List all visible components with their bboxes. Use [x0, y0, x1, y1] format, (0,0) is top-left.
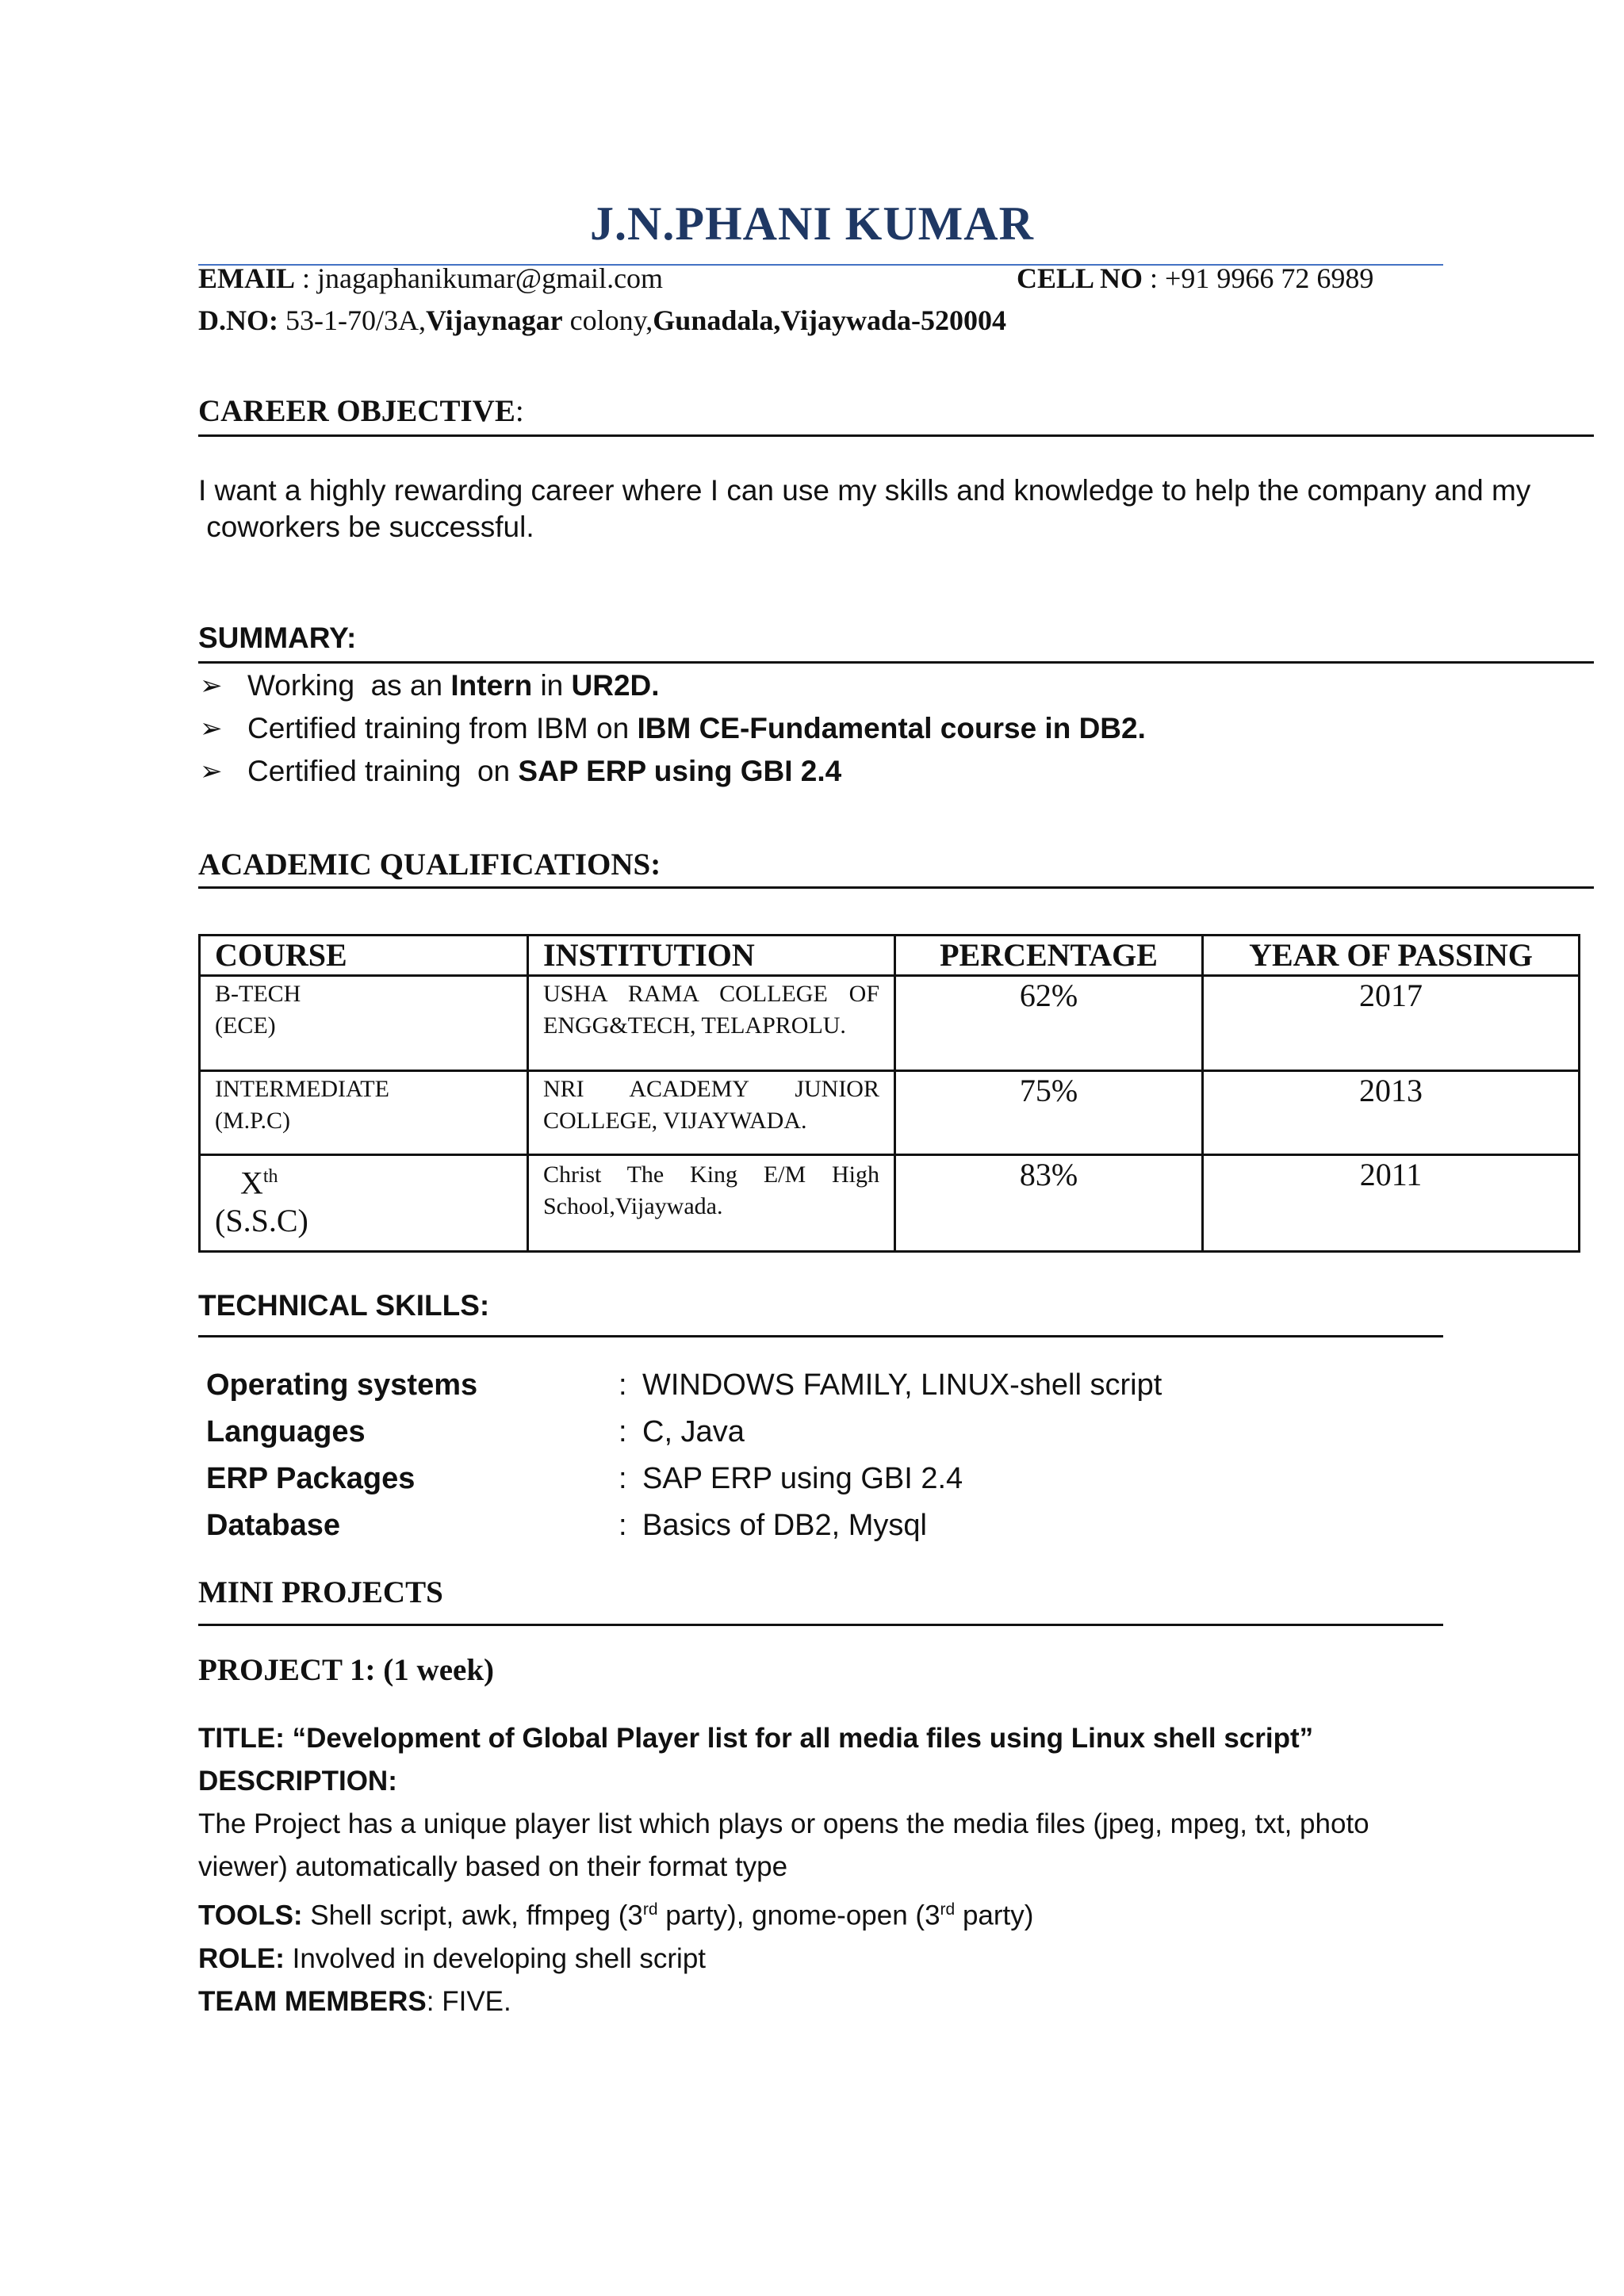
course-name: INTERMEDIATE	[215, 1076, 389, 1102]
arrowhead-bullet-icon: ➢	[200, 756, 223, 786]
summary-item	[200, 707, 1146, 750]
team-line	[198, 1980, 1610, 2023]
summary-item-bold: SAP ERP using GBI 2.4	[518, 755, 842, 787]
title-value: “Development of Global Player list for all media files using Linux shell script”	[284, 1723, 1314, 1754]
skill-label: Database	[206, 1509, 340, 1542]
table-row	[200, 1071, 1580, 1155]
institution-cell: Christ The King E/M High School,Vijaywada.	[528, 1155, 895, 1252]
project-details	[198, 1717, 1610, 2023]
role-label: ROLE:	[198, 1942, 285, 1974]
role-value: Involved in developing shell script	[284, 1942, 707, 1974]
summary-item-text: in	[532, 669, 572, 702]
course-superscript: th	[262, 1166, 278, 1187]
summary-item-text: Working as an	[247, 669, 451, 702]
candidate-name: J.N.PHANI KUMAR	[590, 197, 1034, 250]
address-colony: colony,	[562, 304, 653, 336]
column-header: PERCENTAGE	[895, 936, 1203, 976]
course-branch: (M.P.C)	[215, 1108, 291, 1134]
title-label: TITLE:	[198, 1723, 285, 1754]
career-objective-text	[198, 473, 1594, 545]
skill-value: C, Java	[642, 1415, 745, 1448]
academic-divider	[198, 886, 1594, 889]
summary-item-text: Certified training from IBM on	[247, 712, 638, 744]
course-name: X	[240, 1165, 263, 1201]
skill-colon: :	[619, 1415, 627, 1448]
column-header: INSTITUTION	[528, 936, 895, 976]
course-cell	[200, 1071, 528, 1155]
institution-cell: NRI ACADEMY JUNIOR COLLEGE, VIJAYWADA.	[528, 1071, 895, 1155]
technical-divider	[198, 1335, 1443, 1337]
tools-line	[198, 1888, 1610, 1938]
career-text-line2: coworkers be successful.	[198, 511, 534, 543]
description-line1: The Project has a unique player list which plays or opens the media files (jpeg, mpeg, txt, photo	[198, 1808, 1369, 1839]
tools-text: party), gnome-open (3	[657, 1900, 940, 1931]
career-text-line1: I want a highly rewarding career where I can use my skills and knowledge to help the company and my	[198, 474, 1531, 507]
skill-value: Basics of DB2, Mysql	[642, 1509, 927, 1542]
address-number: 53-1-70/3A,	[278, 304, 426, 336]
team-value: : FIVE.	[426, 1985, 511, 2017]
summary-item-bold: IBM CE-Fundamental course in DB2.	[637, 712, 1146, 744]
cell-label: CELL NO	[1017, 262, 1143, 294]
description-line2: viewer) automatically based on their format type	[198, 1851, 788, 1882]
address-label: D.NO:	[198, 304, 278, 336]
career-heading-text: CAREER OBJECTIVE	[198, 394, 515, 428]
summary-heading: SUMMARY:	[198, 622, 357, 654]
arrowhead-bullet-icon: ➢	[200, 671, 223, 701]
role-line	[198, 1938, 1610, 1980]
tools-label: TOOLS:	[198, 1900, 303, 1931]
summary-item-bold: Intern	[450, 669, 533, 702]
column-header: YEAR OF PASSING	[1203, 936, 1580, 976]
tools-superscript: rd	[642, 1900, 658, 1919]
course-cell	[200, 976, 528, 1071]
course-branch: (ECE)	[215, 1012, 276, 1039]
percentage-cell: 83%	[895, 1155, 1203, 1252]
summary-item	[200, 750, 1146, 793]
summary-item-text: Certified training on	[247, 755, 519, 787]
email-line	[198, 262, 663, 295]
technical-skills-list	[206, 1362, 1162, 1549]
description-label: DESCRIPTION:	[198, 1766, 397, 1797]
skill-label: Languages	[206, 1415, 366, 1448]
address-area: Vijaynagar	[425, 304, 563, 336]
tools-superscript: rd	[940, 1900, 956, 1919]
percentage-cell: 62%	[895, 976, 1203, 1071]
skill-row	[206, 1502, 1162, 1549]
summary-item	[200, 664, 1146, 707]
mini-projects-heading: MINI PROJECTS	[198, 1575, 443, 1609]
summary-item-bold: UR2D.	[571, 669, 660, 702]
email-label: EMAIL	[198, 262, 296, 294]
skill-label: ERP Packages	[206, 1462, 416, 1495]
project-title-line	[198, 1717, 1610, 1760]
skill-colon: :	[619, 1368, 627, 1402]
academic-table	[198, 934, 1580, 1253]
course-cell	[200, 1155, 528, 1252]
skill-row	[206, 1409, 1162, 1456]
year-cell: 2011	[1203, 1155, 1580, 1252]
course-name: B-TECH	[215, 981, 301, 1007]
cell-value: : +91 9966 72 6989	[1143, 262, 1374, 294]
career-objective-heading	[198, 393, 524, 429]
email-value: : jnagaphanikumar@gmail.com	[295, 262, 664, 294]
skill-colon: :	[619, 1509, 627, 1542]
description-label-line	[198, 1760, 1610, 1803]
address-city: Gunadala,Vijaywada-520004	[653, 304, 1007, 336]
skill-value: WINDOWS FAMILY, LINUX-shell script	[642, 1368, 1162, 1402]
skill-value: SAP ERP using GBI 2.4	[642, 1462, 963, 1495]
project-title: PROJECT 1: (1 week)	[198, 1653, 494, 1687]
institution-cell: USHA RAMA COLLEGE OF ENGG&TECH, TELAPROLU.	[528, 976, 895, 1071]
team-label: TEAM MEMBERS	[198, 1985, 427, 2017]
academic-heading: ACADEMIC QUALIFICATIONS:	[198, 848, 661, 882]
career-divider	[198, 434, 1594, 437]
skill-colon: :	[619, 1462, 627, 1495]
projects-divider	[198, 1624, 1443, 1626]
tools-text: Shell script, awk, ffmpeg (3	[302, 1900, 643, 1931]
year-cell: 2017	[1203, 976, 1580, 1071]
table-row	[200, 976, 1580, 1071]
cell-line	[1017, 262, 1373, 295]
skill-label: Operating systems	[206, 1368, 478, 1402]
academic-table-header	[200, 936, 1580, 976]
summary-list	[200, 664, 1146, 793]
percentage-cell: 75%	[895, 1071, 1203, 1155]
arrowhead-bullet-icon: ➢	[200, 714, 223, 744]
table-row	[200, 1155, 1580, 1252]
course-branch: (S.S.C)	[215, 1203, 308, 1239]
summary-divider	[198, 661, 1594, 664]
tools-text: party)	[955, 1900, 1034, 1931]
career-heading-colon: :	[515, 394, 524, 428]
year-cell: 2013	[1203, 1071, 1580, 1155]
technical-skills-heading: TECHNICAL SKILLS:	[198, 1289, 490, 1322]
skill-row	[206, 1456, 1162, 1502]
skill-row	[206, 1362, 1162, 1409]
address-line	[198, 304, 1006, 337]
column-header: COURSE	[200, 936, 528, 976]
